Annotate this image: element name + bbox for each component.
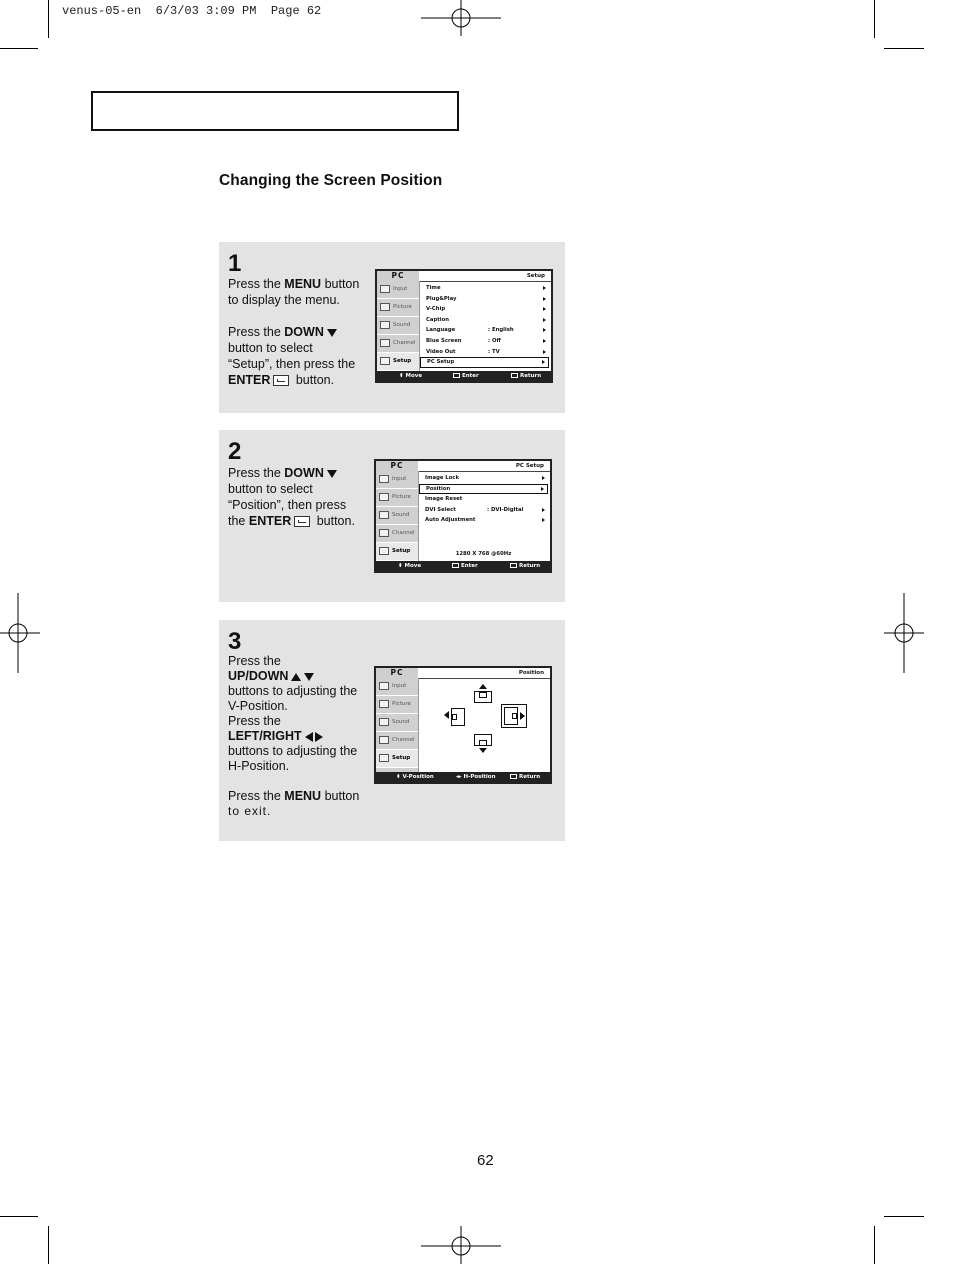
osd-mode-label: PC	[377, 271, 419, 281]
osd-title: PC Setup	[515, 463, 544, 469]
enter-icon	[452, 563, 459, 568]
text: “Position”, then press	[228, 498, 347, 512]
down-arrow-icon	[327, 470, 337, 478]
label: DVI Select	[425, 506, 456, 513]
text: buttons to adjusting the	[228, 684, 358, 698]
osd-hint: ⬍ V-Position	[396, 774, 434, 780]
key-name: ENTER	[248, 514, 292, 528]
label: Setup	[393, 358, 412, 364]
right-arrow-icon	[541, 487, 544, 491]
registration-mark-icon	[884, 593, 924, 673]
section-title: Changing the Screen Position	[219, 172, 443, 189]
page-number: 62	[477, 1152, 494, 1169]
label: Channel	[392, 737, 415, 743]
input-icon	[379, 682, 389, 690]
key-name: LEFT/RIGHT	[228, 729, 302, 743]
key-name: DOWN	[284, 466, 324, 480]
down-arrow-icon	[327, 329, 337, 337]
osd-footer	[376, 772, 550, 782]
crop-mark	[48, 0, 49, 38]
osd-footer	[376, 561, 550, 571]
osd-menu-row	[419, 505, 548, 516]
text: Press the	[228, 277, 285, 291]
label: Picture	[392, 701, 411, 707]
osd-side-input	[376, 471, 418, 489]
right-arrow-icon	[543, 350, 546, 354]
h-position-right-box	[501, 704, 527, 728]
label: Sound	[393, 322, 411, 328]
osd-mode-label: PC	[376, 668, 418, 678]
label: Enter	[461, 563, 478, 569]
label: Return	[519, 563, 541, 569]
antenna-icon	[379, 529, 389, 537]
step-3-panel	[219, 620, 565, 841]
label: Input	[392, 476, 407, 482]
label: Picture	[392, 494, 411, 500]
step-number: 2	[228, 438, 242, 465]
label: Video Out	[426, 348, 456, 355]
osd-menu-row	[419, 494, 548, 505]
label: Move	[405, 373, 423, 379]
right-arrow-icon	[542, 518, 545, 522]
menu-icon	[511, 373, 518, 378]
registration-mark-icon	[0, 593, 40, 673]
step-number: 3	[228, 628, 242, 655]
osd-hint	[452, 561, 478, 571]
osd-menu-row-selected	[419, 484, 548, 495]
text: V-Position.	[228, 699, 288, 713]
key-name: UP/DOWN	[228, 669, 289, 683]
crop-mark	[874, 0, 875, 38]
osd-hint	[510, 561, 540, 571]
osd-side-input	[377, 281, 419, 299]
key-name: ENTER	[228, 373, 271, 387]
menu-icon	[510, 774, 517, 779]
label: Image Reset	[425, 496, 463, 503]
crop-mark	[0, 1216, 38, 1217]
text: Press the	[228, 325, 285, 339]
input-icon	[380, 285, 390, 293]
speaker-icon	[380, 321, 390, 329]
text: button	[321, 789, 360, 803]
osd-menu	[420, 283, 549, 370]
label: Return	[519, 774, 541, 780]
osd-side-sound	[377, 317, 419, 335]
label: Setup	[392, 548, 411, 554]
enter-icon	[453, 373, 460, 378]
osd-side-setup	[376, 750, 418, 768]
osd-side-input	[376, 678, 418, 696]
osd-side-channel	[376, 732, 418, 750]
value: : Off	[488, 337, 501, 344]
v-position-down-box	[474, 734, 492, 746]
osd-sidebar	[376, 471, 419, 561]
label: Input	[392, 683, 407, 689]
label: Picture	[393, 304, 412, 310]
antenna-icon	[380, 339, 390, 347]
label: Channel	[393, 340, 416, 346]
label: H-Position	[463, 774, 496, 780]
right-arrow-icon	[315, 732, 323, 742]
down-arrow-icon	[304, 673, 314, 681]
value: : English	[488, 327, 514, 334]
osd-side-sound	[376, 714, 418, 732]
label: Enter	[462, 373, 479, 379]
text: to exit.	[228, 804, 272, 818]
osd-side-channel	[377, 335, 419, 353]
osd-hint	[511, 371, 541, 381]
label: Caption	[426, 316, 450, 323]
osd-screen	[374, 666, 552, 784]
print-slug: venus-05-en 6/3/03 3:09 PM Page 62	[62, 4, 322, 18]
crop-mark	[874, 1226, 875, 1264]
text: Press the	[228, 789, 285, 803]
up-arrow-icon	[291, 673, 301, 681]
osd-hint: ⬍ Move	[398, 563, 422, 569]
label: Sound	[392, 512, 410, 518]
osd-sidebar	[376, 678, 419, 772]
input-icon	[379, 475, 389, 483]
label: Blue Screen	[426, 337, 462, 344]
setup-icon	[379, 754, 389, 762]
right-arrow-icon	[543, 297, 546, 301]
osd-menu-row-selected	[420, 357, 549, 368]
step-1-panel	[219, 242, 565, 413]
crop-mark	[0, 48, 38, 49]
osd-resolution-info: 1280 X 768 @60Hz	[455, 551, 512, 557]
osd-side-sound	[376, 507, 418, 525]
text: the	[228, 514, 249, 528]
label: V-Position	[402, 774, 434, 780]
osd-menu-row	[420, 315, 549, 326]
label: Move	[404, 563, 422, 569]
key-name: DOWN	[284, 325, 324, 339]
osd-sidebar	[377, 281, 420, 371]
label: Channel	[392, 530, 415, 536]
v-position-up-box	[474, 691, 492, 703]
step-instructions	[228, 276, 359, 388]
registration-mark-icon	[421, 1226, 501, 1264]
osd-menu-row	[420, 304, 549, 315]
right-arrow-icon	[543, 339, 546, 343]
value: : TV	[488, 348, 500, 355]
key-name: MENU	[284, 277, 322, 291]
up-arrow-icon	[479, 684, 487, 689]
position-diagram	[419, 679, 550, 772]
label: Time	[426, 285, 441, 291]
setup-icon	[379, 547, 389, 555]
menu-icon	[510, 563, 517, 568]
label: Image Lock	[425, 475, 459, 481]
label: Return	[520, 373, 542, 379]
osd-menu-row	[420, 283, 549, 294]
crop-mark	[884, 1216, 924, 1217]
enter-key-icon	[273, 375, 289, 386]
right-arrow-icon	[543, 318, 546, 322]
left-arrow-icon	[305, 732, 313, 742]
osd-mode-label: PC	[376, 461, 418, 471]
osd-side-picture	[376, 696, 418, 714]
text: button.	[313, 514, 355, 528]
right-arrow-icon	[543, 328, 546, 332]
label: V-Chip	[426, 306, 446, 313]
osd-side-picture	[376, 489, 418, 507]
text: button.	[292, 373, 335, 387]
crop-mark	[48, 1226, 49, 1264]
key-name: MENU	[284, 789, 322, 803]
osd-side-setup	[377, 353, 419, 371]
label: Sound	[392, 719, 410, 725]
text: Press the	[228, 466, 285, 480]
step-number: 1	[228, 250, 242, 277]
registration-mark-icon	[421, 0, 501, 40]
picture-icon	[379, 493, 389, 501]
picture-icon	[380, 303, 390, 311]
osd-hint	[510, 772, 540, 782]
osd-side-setup	[376, 543, 418, 561]
setup-icon	[380, 357, 390, 365]
osd-menu	[419, 473, 548, 560]
osd-menu-row	[420, 294, 549, 305]
label: Plug&Play	[426, 295, 457, 302]
right-arrow-icon	[543, 307, 546, 311]
osd-side-channel	[376, 525, 418, 543]
antenna-icon	[379, 736, 389, 744]
label: Position	[426, 485, 451, 492]
text: button to select	[228, 341, 313, 355]
picture-icon	[379, 700, 389, 708]
text: button	[321, 277, 360, 291]
chapter-header-box	[91, 91, 459, 131]
text: to display the menu.	[228, 293, 340, 307]
h-position-left-box	[451, 708, 465, 726]
osd-menu-row	[419, 515, 548, 526]
speaker-icon	[379, 511, 389, 519]
speaker-icon	[379, 718, 389, 726]
right-arrow-icon	[542, 360, 545, 364]
text: H-Position.	[228, 759, 290, 773]
osd-hint: ⬍ Move	[399, 373, 423, 379]
text: buttons to adjusting the	[228, 744, 358, 758]
osd-hint	[453, 371, 479, 381]
osd-hint: ◂▸ H-Position	[456, 774, 496, 780]
right-arrow-icon	[543, 286, 546, 290]
enter-key-icon	[294, 516, 310, 527]
osd-footer	[377, 371, 551, 381]
osd-menu-row	[420, 336, 549, 347]
left-arrow-icon	[444, 711, 449, 719]
osd-menu-row	[420, 325, 549, 336]
osd-menu-row	[419, 473, 548, 484]
osd-screen	[374, 459, 552, 573]
value: : DVI-Digital	[487, 506, 524, 513]
label: Input	[393, 286, 408, 292]
label: Setup	[392, 755, 411, 761]
text: Press the	[228, 654, 281, 668]
label: PC Setup	[427, 359, 455, 366]
text: “Setup”, then press the	[228, 357, 356, 371]
osd-title: Position	[518, 670, 544, 676]
step-instructions	[228, 465, 355, 529]
osd-side-picture	[377, 299, 419, 317]
step-2-panel	[219, 430, 565, 602]
label: Language	[426, 327, 456, 334]
osd-screen	[375, 269, 553, 383]
osd-title: Setup	[526, 273, 545, 279]
down-arrow-icon	[479, 748, 487, 753]
osd-menu-row	[420, 347, 549, 358]
right-arrow-icon	[542, 508, 545, 512]
label: Auto Adjustment	[425, 517, 476, 524]
right-arrow-icon	[542, 476, 545, 480]
text: Press the	[228, 714, 281, 728]
step-instructions	[228, 654, 359, 819]
crop-mark	[884, 48, 924, 49]
text: button to select	[228, 482, 313, 496]
